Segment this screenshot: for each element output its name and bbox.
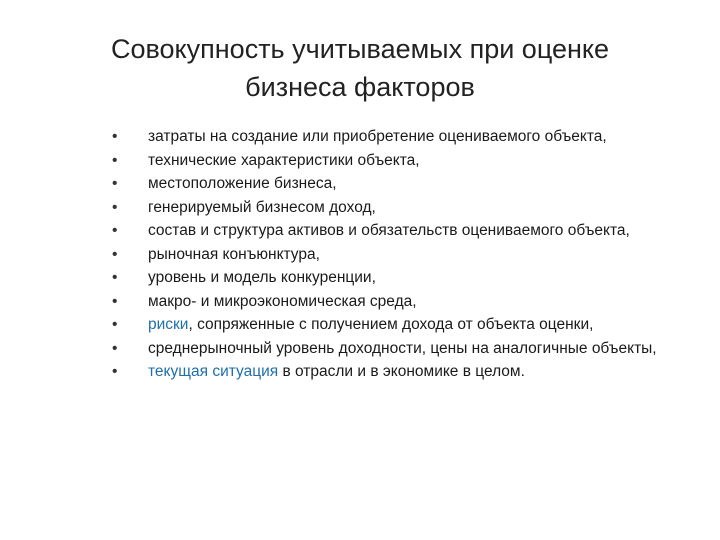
bullet-icon: • [112,292,118,310]
list-item [112,175,712,192]
factor-list [112,128,712,387]
bullet-icon: • [112,198,118,216]
bullet-icon: • [112,339,118,357]
current-situation-link[interactable]: текущая ситуация [148,363,279,380]
list-item-text: в отрасли и в экономике в целом. [278,363,525,380]
list-item-text: среднерыночный уровень доходности, цены на аналогичные объекты, [148,339,657,357]
list-item [112,340,712,357]
title-line-1: Совокупность учитываемых при оценке [110,34,610,64]
list-item [112,363,712,380]
list-item-text: затраты на создание или приобретение оцениваемого объекта, [148,128,607,145]
bullet-icon: • [112,316,118,333]
list-item-text: , сопряженные с получением дохода от объекта оценки, [188,316,594,333]
list-item-text: генерируемый бизнесом доход, [148,198,376,216]
bullet-icon: • [112,128,118,145]
bullet-icon: • [112,151,118,169]
list-item [112,222,712,239]
list-item [112,316,712,333]
list-item [112,199,712,216]
bullet-icon: • [112,245,118,263]
list-item-text: состав и структура активов и обязательств оцениваемого объекта, [148,222,630,239]
bullet-icon: • [112,363,118,380]
slide-title [60,30,660,106]
list-item [112,293,712,310]
bullet-icon: • [112,269,118,286]
list-item [112,246,712,263]
bullet-icon: • [112,175,118,192]
risks-link[interactable]: риски [148,316,189,333]
list-item-text: технические характеристики объекта, [148,151,420,169]
list-item [112,269,712,286]
list-item [112,152,712,169]
title-line-2: бизнеса факторов [245,72,475,102]
list-item-text: макро- и микроэкономическая среда, [148,292,417,310]
list-item [112,128,712,145]
list-item-text: уровень и модель конкуренции, [148,269,376,286]
list-item-text: рыночная конъюнктура, [148,245,320,263]
list-item-text: местоположение бизнеса, [148,175,337,192]
bullet-icon: • [112,222,118,239]
